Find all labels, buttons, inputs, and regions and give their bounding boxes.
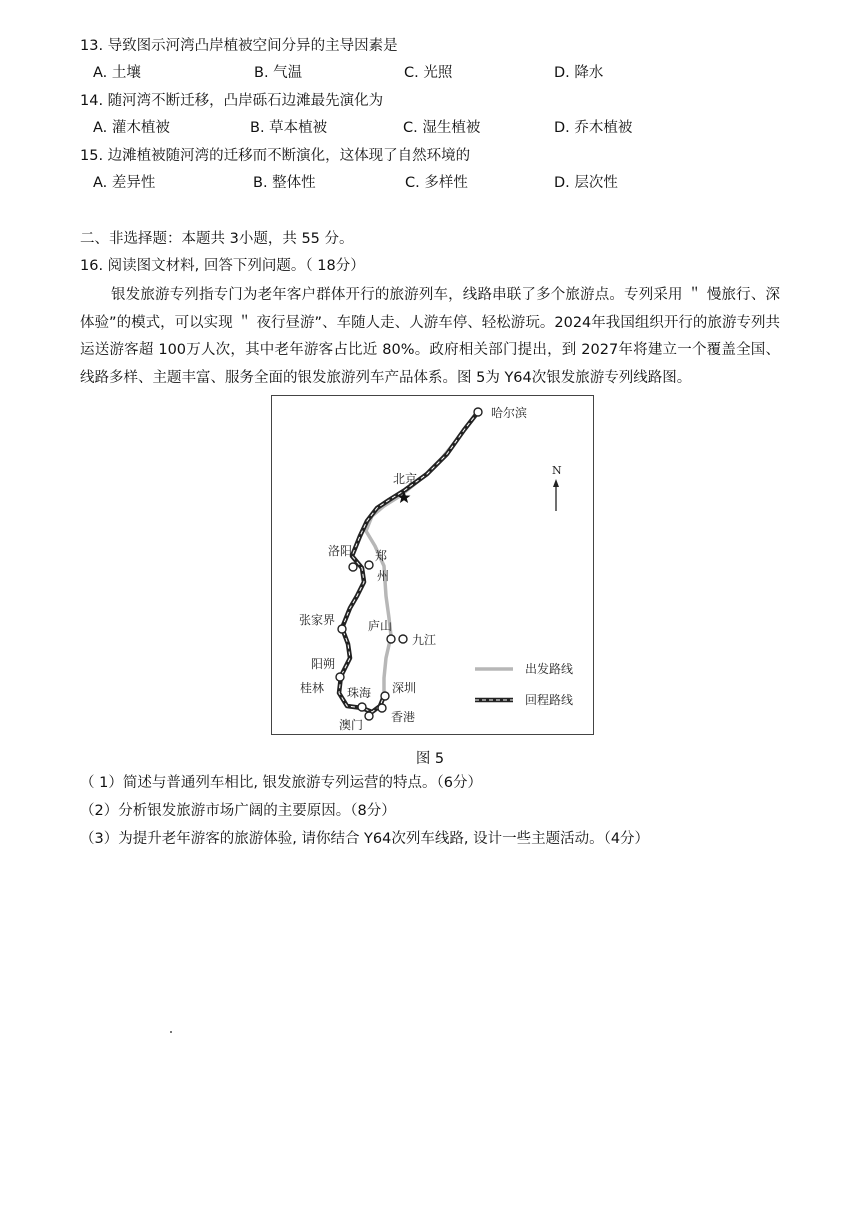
question-13-option-b: B. 气温 — [254, 65, 303, 81]
question-15-option-b: B. 整体性 — [253, 175, 316, 191]
question-13-option-a: A. 土壤 — [93, 65, 141, 81]
macau-marker — [365, 712, 373, 720]
zhangjiajie-marker — [338, 625, 346, 633]
lushan-marker — [387, 635, 395, 643]
question-15-option-a: A. 差异性 — [93, 175, 156, 191]
jiujiang-label: 九江 — [412, 633, 437, 647]
stray-dot — [170, 1031, 172, 1033]
return-route-line — [339, 412, 478, 712]
question-14-option-a: A. 灌木植被 — [93, 120, 170, 136]
guilin-label: 桂林 — [300, 681, 325, 695]
question-13-stem: 13. 导致图示河湾凸岸植被空间分异的主导因素是 — [80, 38, 398, 54]
question-14-option-c: C. 湿生植被 — [403, 120, 481, 136]
harbin-label: 哈尔滨 — [491, 406, 528, 420]
subquestion-3: （3）为提升老年游客的旅游体验, 请你结合 Y64次列车线路, 设计一些主题活动。（4分） — [80, 831, 650, 847]
zhuhai-label: 珠海 — [347, 686, 372, 700]
zhuhai-marker — [358, 703, 366, 711]
legend-return-label: 回程路线 — [525, 693, 574, 707]
zhengzhou-label-1: 郑 — [375, 549, 388, 563]
route-map-figure — [271, 395, 594, 735]
question-16-material: 银发旅游专列指专门为老年客户群体开行的旅游列车，线路串联了多个旅游点。专列采用 ＂ 慢旅行、深体验”的模式，可以实现 ＂ 夜行昼游”、车随人走、人游车停、轻松游玩。2024年我国组织开行的旅游专列共运送游客超 100万人次，其中老年游客占比近 80%。政府相关部门提出，到 2027年将建立一个覆盖全国、线路多样、主题丰富、服务全面的银发旅游列车产品体系。图 5为 Y64次银发旅游专列线路图。 — [80, 287, 780, 386]
hongkong-label: 香港 — [391, 710, 416, 724]
figure-caption: 图 5 — [415, 751, 445, 767]
lushan-label: 庐山 — [368, 619, 393, 633]
question-14-option-b: B. 草本植被 — [250, 120, 328, 136]
shenzhen-marker — [381, 692, 389, 700]
question-15-option-d: D. 层次性 — [554, 175, 618, 191]
question-15-stem: 15. 边滩植被随河湾的迁移而不断演化，这体现了自然环境的 — [80, 148, 471, 164]
luoyang-marker — [349, 563, 357, 571]
question-16-title: 16. 阅读图文材料, 回答下列问题。（ 18分） — [80, 258, 365, 274]
beijing-label: 北京 — [393, 472, 418, 486]
question-14-stem: 14. 随河湾不断迁移，凸岸砾石边滩最先演化为 — [80, 93, 384, 109]
question-14-option-d: D. 乔木植被 — [554, 120, 633, 136]
north-label: N — [552, 464, 562, 477]
yangshuo-marker — [336, 673, 344, 681]
subquestion-1: （ 1）简述与普通列车相比, 银发旅游专列运营的特点。（6分） — [80, 775, 483, 791]
subquestion-2: （2）分析银发旅游市场广阔的主要原因。（8分） — [80, 803, 396, 819]
yangshuo-label: 阳朔 — [311, 657, 336, 671]
zhangjiajie-label: 张家界 — [299, 613, 336, 627]
macau-label: 澳门 — [339, 718, 364, 732]
luoyang-label: 洛阳 — [328, 544, 353, 558]
section-heading: 二、非选择题：本题共 3小题，共 55 分。 — [80, 231, 354, 247]
hongkong-marker — [378, 704, 386, 712]
question-15-option-c: C. 多样性 — [405, 175, 468, 191]
question-13-option-c: C. 光照 — [404, 65, 453, 81]
question-13-option-d: D. 降水 — [554, 65, 604, 81]
shenzhen-label: 深圳 — [392, 681, 417, 695]
legend-outbound-label: 出发路线 — [525, 662, 574, 676]
harbin-marker — [474, 408, 482, 416]
jiujiang-marker — [399, 635, 407, 643]
zhengzhou-label-2: 州 — [377, 569, 390, 583]
route-map — [272, 396, 593, 734]
zhengzhou-marker — [365, 561, 373, 569]
